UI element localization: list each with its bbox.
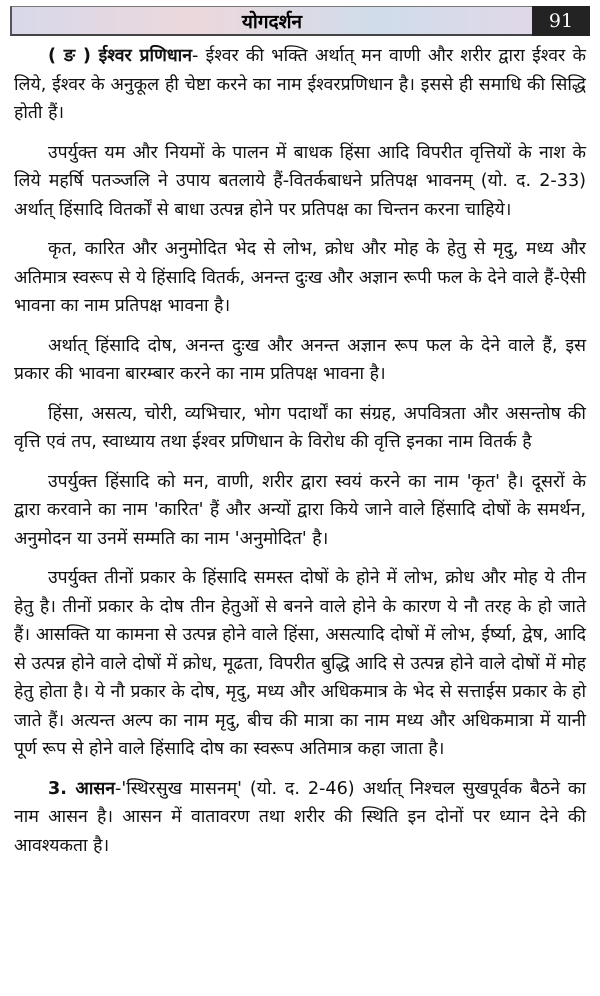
paragraph-text: हिंसा, असत्य, चोरी, व्यभिचार, भोग पदार्थों का संग्रह, अपवित्रता और असन्तोष की वृत्ति एवं तप, स्वाध्याय तथा ईश्वर प्रणिधान के विरोध की वृत्ति इनका नाम वितर्क है (14, 403, 586, 452)
section-heading-asana: 3. आसन (48, 778, 116, 799)
header-band (10, 6, 532, 36)
page-number: 91 (532, 6, 590, 36)
running-header (10, 6, 590, 36)
paragraph (14, 564, 586, 764)
paragraph-text: -'स्थिरसुख मासनम्' (यो. द. 2-46) अर्थात् निश्चल सुखपूर्वक बैठने का नाम आसन है। आसन में वातावरण तथा शरीर की स्थिति इन दोनों पर ध्यान देने की आवश्यकता है। (14, 778, 586, 856)
paragraph-ishwar-pranidhan (14, 42, 586, 128)
paragraph-text: उपर्युक्त तीनों प्रकार के हिंसादि समस्त दोषों के होने में लोभ, क्रोध और मोह ये तीन हेतु है। तीनों प्रकार के दोष तीन हेतुओं से बनने वाले होने के कारण ये नौ तरह के हो जाते हैं। आसक्ति या कामना से उत्पन्न होने वाले हिंसा, असत्यादि दोषों में लोभ, ईर्ष्या, द्वेष, आदि से उत्पन्न होने वाले दोषों में क्रोध, मूढता, विपरीत बुद्धि आदि से उत्पन्न होने वाले दोषों में मोह हेतु होता है। ये नौ प्रकार के दोष, मृदु, मध्य और अधिकमात्र के भेद से सत्ताईस प्रकार के हो जाते हैं। अत्यन्त अल्प का नाम मृदु, बीच की मात्रा का नाम मध्य और अधिकमात्रा में यानी पूर्ण रूप से होने वाले हिंसादि दोष का स्वरूप अतिमात्र कहा जाता है। (14, 568, 586, 759)
paragraph (14, 332, 586, 389)
paragraph (14, 400, 586, 457)
paragraph-text: - ईश्वर की भक्ति अर्थात् मन वाणी और शरीर द्वारा ईश्वर के लिये, ईश्वर के अनुकूल ही चेष्टा करने का नाम ईश्वरप्रणिधान है। इससे ही समाधि की सिद्धि होती हैं। (14, 46, 586, 123)
paragraph (14, 235, 586, 321)
body-text (14, 42, 586, 871)
paragraph-text: कृत, कारित और अनुमोदित भेद से लोभ, क्रोध और मोह के हेतु से मृदु, मध्य और अतिमात्र स्वरूप से ये हिंसादि वितर्क, अनन्त दुःख और अज्ञान रूपी फल के देने वाले हैं-ऐसी भावना का नाम प्रतिपक्ष भावना है। (14, 239, 586, 316)
paragraph (14, 468, 586, 554)
paragraph-text: उपर्युक्त हिंसादि को मन, वाणी, शरीर द्वारा स्वयं करने का नाम 'कृत' है। दूसरों के द्वारा करवाने का नाम 'कारित' हैं और अन्यों द्वारा किये जाने वाले हिंसादि दोषों के समर्थन, अनुमोदन या उनमें सम्मति का नाम 'अनुमोदित' है। (14, 471, 586, 549)
paragraph-text: उपर्युक्त यम और नियमों के पालन में बाधक हिंसा आदि विपरीत वृत्तियों के नाश के लिये महर्षि पतञ्जलि ने उपाय बतलाये हैं-वितर्कबाधने प्रतिपक्ष भावनम् (यो. द. 2-33) अर्थात् हिंसादि वितर्कों से बाधा उत्पन्न होने पर प्रतिपक्ष का चिन्तन करना चाहिये। (14, 142, 586, 220)
book-title: योगदर्शन (241, 10, 303, 33)
paragraph (14, 139, 586, 225)
paragraph-text: अर्थात् हिंसादि दोष, अनन्त दुःख और अनन्त अज्ञान रूप फल के देने वाले हैं, इस प्रकार की भावना बारम्बार करने का नाम प्रतिपक्ष भावना है। (14, 335, 586, 384)
paragraph-asana (14, 775, 586, 861)
section-heading-ishwar-pranidhan: ( ङ ) ईश्वर प्रणिधान (48, 46, 192, 66)
